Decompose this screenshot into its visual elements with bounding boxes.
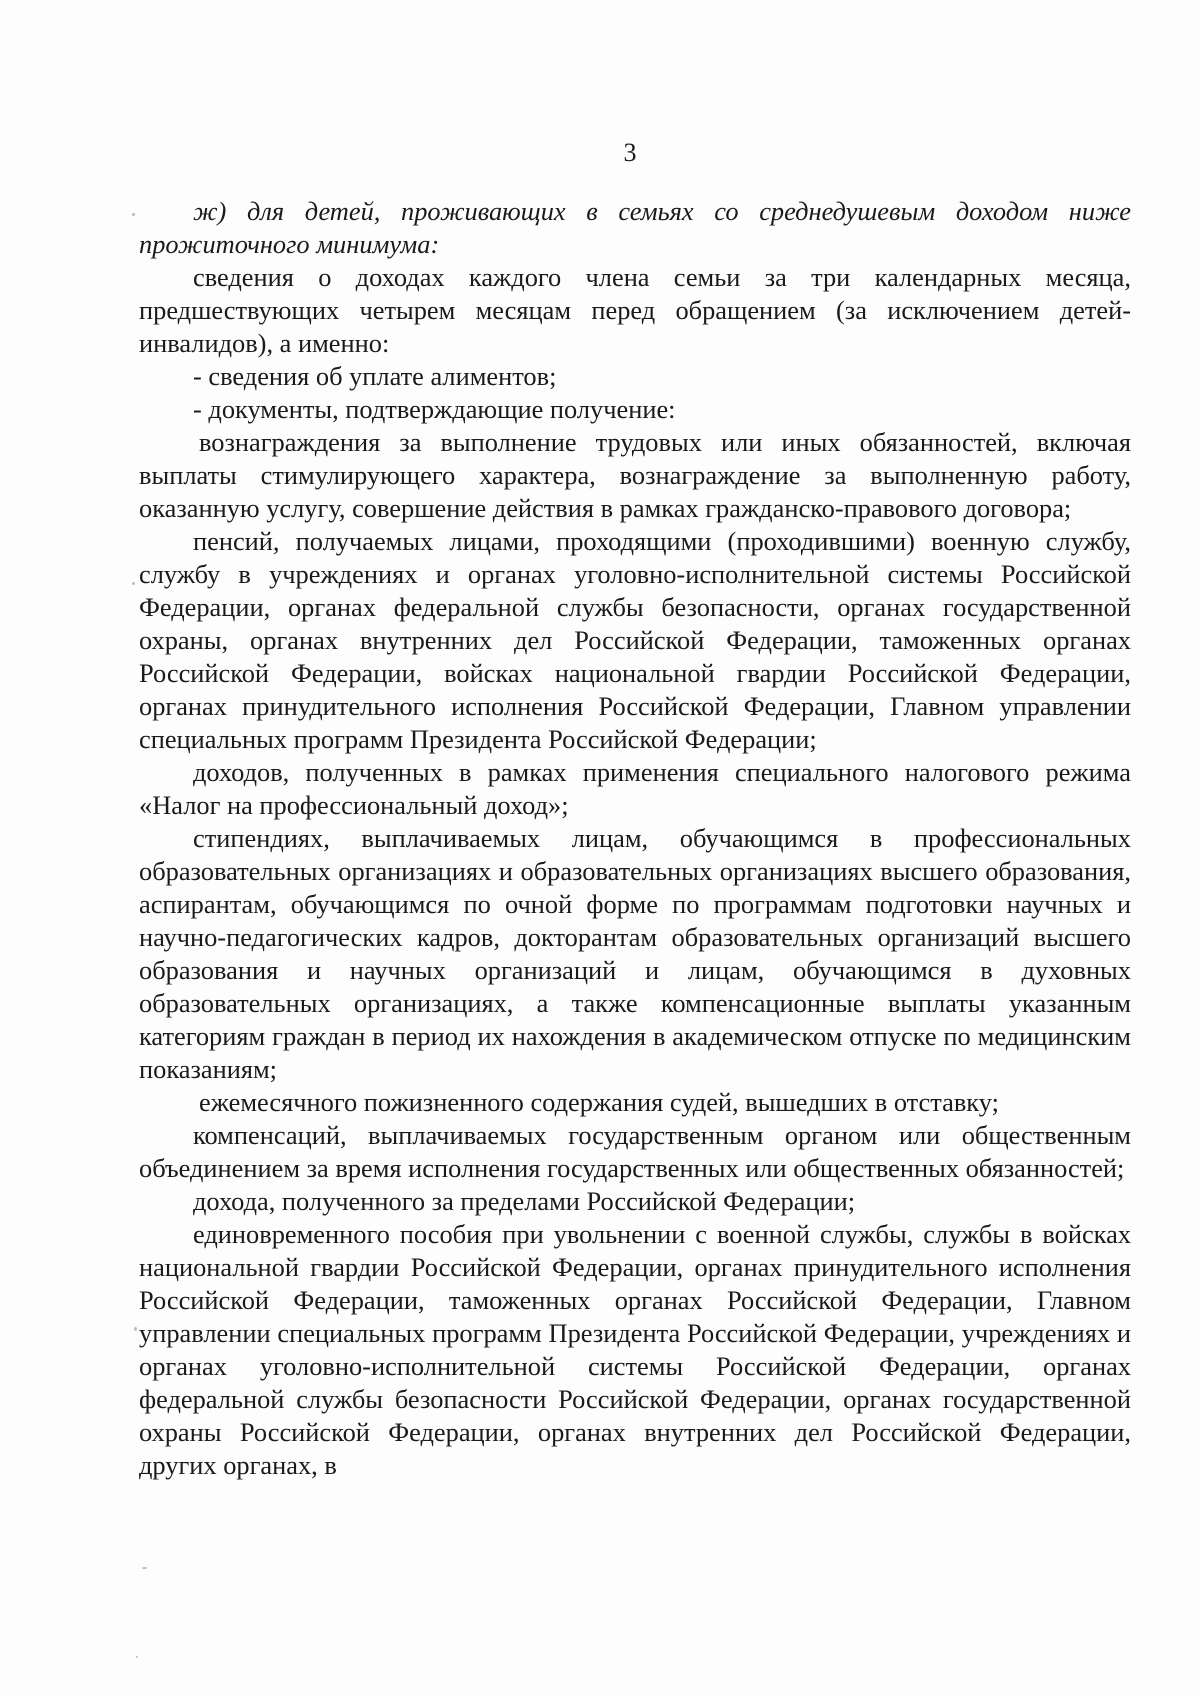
paragraph-foreign-income: дохода, полученного за пределами Российской Федерации; xyxy=(193,1186,856,1216)
paragraph-remuneration: вознаграждения за выполнение трудовых или иных обязанностей, включая выплаты стимулирующего характера, вознаграждение за выполненную работу, оказанную услугу, совершение действия в рамках гражданско-правового договора; xyxy=(139,427,1131,523)
scan-speck xyxy=(134,1327,137,1331)
paragraph-self-employed-income: доходов, полученных в рамках применения специального налогового режима «Налог на профессиональный доход»; xyxy=(139,757,1131,820)
paragraph-stipends: стипендиях, выплачиваемых лицам, обучающимся в профессиональных образовательных организациях и образовательных организациях высшего образования, аспирантам, обучающимся по очной форме по программам подготовки научных и научно-педагогических кадров, докторантам образовательных организаций высшего образования и научных организаций и лицам, обучающимся в духовных образовательных организациях, а также компенсационные выплаты указанным категориям граждан в период их нахождения в академическом отпуске по медицинским показаниям; xyxy=(139,823,1131,1084)
scan-speck xyxy=(132,213,135,216)
paragraph-judges-allowance: ежемесячного пожизненного содержания судей, вышедших в отставку; xyxy=(199,1087,999,1117)
scan-speck xyxy=(132,582,135,585)
section-heading-zh: ж) для детей, проживающих в семьях со среднедушевым доходом ниже прожиточного минимума: xyxy=(139,196,1131,259)
page-number: 3 xyxy=(623,138,637,167)
document-body xyxy=(139,195,1131,1482)
list-item-alimony: - сведения об уплате алиментов; xyxy=(193,361,557,391)
paragraph-compensations: компенсаций, выплачиваемых государственным органом или общественным объединением за время исполнения государственных или общественных обязанностей; xyxy=(139,1120,1131,1183)
scan-speck xyxy=(136,1656,138,1658)
paragraph-pensions: пенсий, получаемых лицами, проходящими (проходившими) военную службу, службу в учреждениях и органах уголовно-исполнительной системы Российской Федерации, органах федеральной службы безопасности, органах государственной охраны, органах внутренних дел Российской Федерации, таможенных органах Российской Федерации, войсках национальной гвардии Российской Федерации, органах принудительного исполнения Российской Федерации, Главном управлении специальных программ Президента Российской Федерации; xyxy=(139,526,1131,754)
scan-speck xyxy=(142,1567,147,1569)
paragraph-severance-allowance: единовременного пособия при увольнении с военной службы, службы в войсках национальной гвардии Российской Федерации, органах принудительного исполнения Российской Федерации, таможенных органах Российской Федерации, Главном управлении специальных программ Президента Российской Федерации, учреждениях и органах уголовно-исполнительной системы Российской Федерации, органах федеральной службы безопасности Российской Федерации, органах государственной охраны Российской Федерации, органах внутренних дел Российской Федерации, других органах, в xyxy=(139,1219,1131,1480)
list-item-documents: - документы, подтверждающие получение: xyxy=(193,394,676,424)
paragraph-income-info: сведения о доходах каждого члена семьи за три календарных месяца, предшествующих четырем месяцам перед обращением (за исключением детей-инвалидов), а именно: xyxy=(139,262,1131,358)
